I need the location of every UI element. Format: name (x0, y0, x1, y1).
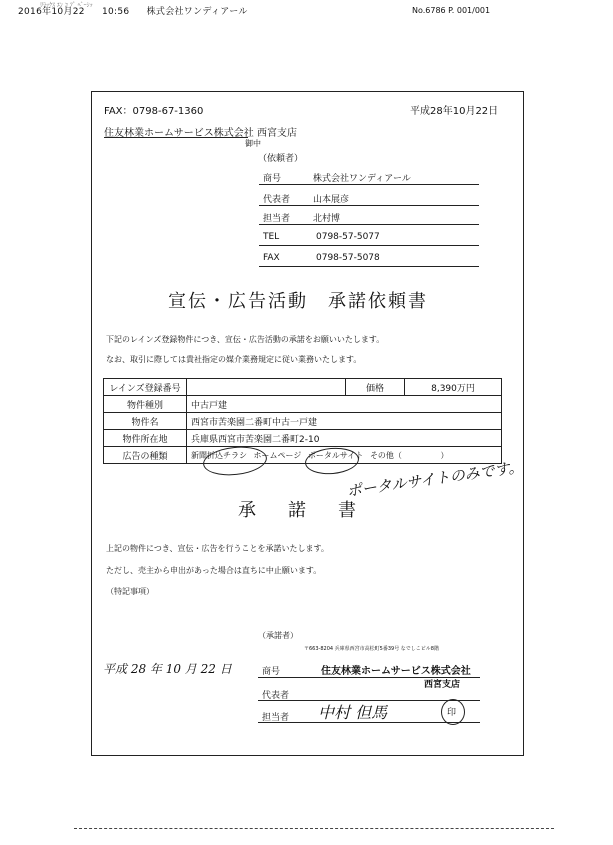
requester-label-representative: 代表者 (263, 195, 291, 205)
table-label: 物件所在地 (104, 430, 187, 447)
approver-label-company: 商号 (262, 667, 281, 677)
requester-row-line (259, 205, 479, 206)
recipient-fax: FAX：0798-67-1360 (104, 106, 204, 117)
approval-notes-label: （特記事項） (106, 587, 154, 596)
seal-text: 印 (447, 708, 457, 718)
table-value (187, 379, 346, 396)
approval-line-1: 上記の物件につき、宣伝・広告を行うことを承諾いたします。 (106, 544, 329, 553)
document-title: 宣伝・広告活動 承諾依頼書 (168, 291, 428, 312)
body-line-1: 下記のレインズ登録物件につき、宣伝・広告活動の承諾をお願いいたします。 (106, 335, 385, 344)
requester-contact: 北村博 (313, 214, 341, 224)
requester-row-line (259, 224, 479, 225)
approver-branch: 西宮支店 (424, 680, 461, 690)
fax-artifact-line (74, 828, 554, 829)
table-row (104, 430, 502, 447)
requester-tel: 0798-57-5077 (316, 232, 380, 242)
recipient-underline (104, 137, 248, 138)
approver-label-contact: 担当者 (262, 713, 290, 723)
ad-option: ポータルサイト (307, 450, 364, 460)
fax-time: 10:56 (101, 7, 130, 17)
ad-option: 新聞折込チラシ (191, 450, 247, 460)
table-value: 兵庫県西宮市苦楽園二番町2-10 (187, 430, 502, 447)
fax-number: No.6786 P. 001/001 (412, 6, 491, 15)
recipient-company: 住友林業ホームサービス株式会社 西宮支店 (104, 128, 297, 139)
document-date: 平成28年10月22日 (410, 106, 499, 117)
table-row (104, 413, 502, 430)
table-label: 物件名 (104, 413, 187, 430)
approver-company: 住友林業ホームサービス株式会社 (321, 666, 471, 677)
requester-company: 株式会社ワンディアール (313, 174, 411, 184)
table-value: 中古戸建 (187, 396, 502, 413)
ad-option: ホームページ (253, 450, 302, 460)
requester-label-fax: FAX (263, 253, 280, 263)
requester-heading: （依頼者） (258, 154, 304, 164)
approver-address: 〒663-8204 兵庫県西宮市高松町5番39号 なでしこビル8階 (304, 646, 439, 652)
handwritten-note: ポータルサイトのみです。 (345, 457, 525, 501)
table-label: 物件種別 (104, 396, 187, 413)
fax-sender: 株式会社ワンディアール (146, 7, 248, 17)
property-table (103, 378, 502, 464)
approver-contact-signature: 中村 但馬 (318, 703, 388, 722)
table-row (104, 396, 502, 413)
table-row (104, 447, 502, 464)
table-row (104, 379, 502, 396)
approval-line-2: ただし、売主から申出があった場合は直ちに中止願います。 (106, 566, 322, 575)
ad-option: その他（ (369, 450, 402, 460)
fax-date: 2016年10月22 (18, 7, 85, 17)
table-label: 価格 (346, 379, 405, 396)
ad-option: ） (440, 450, 449, 460)
approver-heading: （承諾者） (258, 631, 298, 640)
table-value: 8,390万円 (405, 379, 502, 396)
approver-label-representative: 代表者 (262, 691, 290, 701)
fax-header-faint: ﾘﾗｯｸｽ ｴﾝ ｺ ﾌﾟ ﾍﾞｰｼｯ (40, 2, 93, 9)
requester-representative: 山本展彦 (313, 195, 350, 205)
requester-label-company: 商号 (263, 174, 282, 184)
requester-row-line (259, 266, 479, 267)
approval-title: 承諾書 (238, 500, 388, 521)
fax-header (18, 4, 262, 17)
table-label: レインズ登録番号 (104, 379, 187, 396)
requester-row-line (259, 245, 479, 246)
body-line-2: なお、取引に際しては貴社指定の媒介業務規定に従い業務いたします。 (106, 355, 362, 364)
requester-fax: 0798-57-5078 (316, 253, 380, 263)
handwritten-date: 平成 28 年 10 月 22 日 (103, 662, 232, 676)
table-label: 広告の種類 (104, 447, 187, 464)
requester-row-line (259, 184, 479, 185)
recipient-suffix: 御中 (245, 139, 261, 148)
requester-label-contact: 担当者 (263, 214, 291, 224)
requester-label-tel: TEL (263, 232, 280, 242)
table-value: 西宮市苦楽園二番町中古一戸建 (187, 413, 502, 430)
